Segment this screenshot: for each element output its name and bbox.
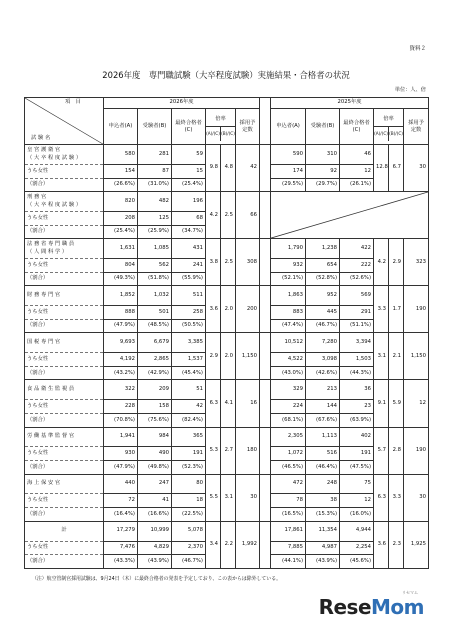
gap-column — [260, 98, 271, 145]
pct-b-1: (46.4%) — [306, 461, 340, 475]
ratio-bc-a: 3.1 — [221, 474, 236, 521]
female-b-1: 516 — [306, 447, 340, 461]
ratio-ac-a: 5.3 — [206, 427, 221, 474]
female-a-2: 1,537 — [172, 353, 206, 367]
pct-b-1: (67.6%) — [306, 413, 340, 427]
planned-b: 1,925 — [404, 521, 429, 568]
exam-name — [25, 239, 104, 259]
female-a-0: 154 — [104, 164, 138, 178]
value-b-0: 10,512 — [271, 333, 306, 353]
exam-name-text: 財 務 専 門 官 — [27, 292, 61, 299]
female-a-0: 804 — [104, 259, 138, 273]
value-a-2: 80 — [172, 474, 206, 494]
value-b-2: 3,394 — [340, 333, 374, 353]
female-b-0: 224 — [271, 400, 306, 414]
unit-label: 単位：人、倍 — [394, 87, 426, 93]
exam-name-sub: （ 大 卒 程 度 試 験 ） — [27, 154, 82, 161]
header-applicants-a: 申込者(A) — [104, 109, 138, 145]
pct-b-1: (42.6%) — [306, 366, 340, 380]
female-b-1: 654 — [306, 259, 340, 273]
header-ratio-bc-a: (B)/(C) — [221, 130, 235, 136]
ratio-bc-b: 1.7 — [389, 286, 404, 333]
table-row — [25, 380, 429, 400]
value-a-0: 322 — [104, 380, 138, 400]
pct-a-2: (46.7%) — [172, 555, 206, 569]
female-b-0: 883 — [271, 306, 306, 320]
female-a-2: 2,370 — [172, 541, 206, 555]
pct-a-0: (26.6%) — [104, 178, 138, 192]
pct-a-2: (45.4%) — [172, 366, 206, 380]
header-examinees-a: 受験者(B) — [138, 109, 172, 145]
pct-b-2: (47.5%) — [340, 461, 374, 475]
value-a-2: 196 — [172, 192, 206, 212]
header-examinees-b: 受験者(B) — [306, 109, 340, 145]
table-row — [25, 145, 429, 165]
exam-name — [25, 474, 104, 494]
ratio-label: （割合） — [25, 555, 104, 569]
header-planned-b: 採用予定数 — [404, 109, 429, 145]
pct-a-0: (47.9%) — [104, 319, 138, 333]
logo-text-b: Mom — [371, 595, 424, 619]
value-b-1: 7,280 — [306, 333, 340, 353]
table-row — [25, 286, 429, 306]
female-b-1: 3,098 — [306, 353, 340, 367]
header-year-a: 2026年度 — [104, 98, 260, 109]
ratio-bc-a: 2.7 — [221, 427, 236, 474]
pct-a-2: (82.4%) — [172, 413, 206, 427]
ratio-ac-b: 3.6 — [374, 521, 389, 568]
table-row — [25, 427, 429, 447]
value-b-1: 310 — [306, 145, 340, 165]
value-a-0: 17,279 — [104, 521, 138, 541]
table-body — [25, 98, 429, 569]
ratio-ac-b: 3.3 — [374, 286, 389, 333]
female-b-0: 78 — [271, 494, 306, 508]
ratio-ac-a: 3.6 — [206, 286, 221, 333]
gap-cell — [260, 239, 271, 286]
pct-a-1: (31.0%) — [138, 178, 172, 192]
female-a-0: 888 — [104, 306, 138, 320]
exam-name — [25, 286, 104, 306]
value-b-0: 1,790 — [271, 239, 306, 259]
female-a-2: 42 — [172, 400, 206, 414]
pct-a-2: (55.9%) — [172, 272, 206, 286]
female-b-1: 445 — [306, 306, 340, 320]
value-a-0: 440 — [104, 474, 138, 494]
exam-name — [25, 380, 104, 400]
pct-a-0: (49.3%) — [104, 272, 138, 286]
pct-b-1: (15.3%) — [306, 508, 340, 522]
female-b-2: 23 — [340, 400, 374, 414]
ratio-bc-b: 3.3 — [389, 474, 404, 521]
female-label: うち女性 — [25, 541, 104, 555]
female-label: うち女性 — [25, 259, 104, 273]
ratio-bc-b: 2.3 — [389, 521, 404, 568]
pct-b-1: (43.9%) — [306, 555, 340, 569]
pct-b-0: (29.5%) — [271, 178, 306, 192]
value-b-0: 17,861 — [271, 521, 306, 541]
value-b-1: 213 — [306, 380, 340, 400]
female-label: うち女性 — [25, 447, 104, 461]
female-b-2: 291 — [340, 306, 374, 320]
pct-a-2: (34.7%) — [172, 225, 206, 239]
value-b-2: 75 — [340, 474, 374, 494]
female-a-0: 4,192 — [104, 353, 138, 367]
planned-b: 323 — [404, 239, 429, 286]
ratio-label: （割合） — [25, 413, 104, 427]
value-a-1: 6,679 — [138, 333, 172, 353]
female-b-0: 7,885 — [271, 541, 306, 555]
female-a-2: 68 — [172, 211, 206, 225]
planned-a: 180 — [236, 427, 260, 474]
pct-a-0: (43.3%) — [104, 555, 138, 569]
female-label: うち女性 — [25, 400, 104, 414]
table-row — [25, 521, 429, 541]
pct-b-0: (46.5%) — [271, 461, 306, 475]
female-a-1: 125 — [138, 211, 172, 225]
ratio-ac-b: 3.1 — [374, 333, 389, 380]
exam-name — [25, 521, 104, 541]
female-a-0: 208 — [104, 211, 138, 225]
exam-name — [25, 333, 104, 353]
planned-b: 12 — [404, 380, 429, 427]
female-a-0: 228 — [104, 400, 138, 414]
gap-cell — [260, 521, 271, 568]
header-ratio-label-a: 倍率 — [206, 113, 235, 127]
pct-b-2: (44.3%) — [340, 366, 374, 380]
ratio-ac-a: 9.8 — [206, 145, 221, 192]
value-b-2: 569 — [340, 286, 374, 306]
logo-text-a: Rese — [318, 595, 372, 619]
header-ratio-ac-b: (A)/(C) — [374, 127, 389, 141]
exam-name-text: 海 上 保 安 官 — [27, 480, 61, 487]
gap-cell — [260, 286, 271, 333]
value-a-2: 431 — [172, 239, 206, 259]
ratio-label: （割合） — [25, 178, 104, 192]
female-b-1: 144 — [306, 400, 340, 414]
pct-a-1: (43.9%) — [138, 555, 172, 569]
table-row — [25, 333, 429, 353]
pct-a-2: (25.4%) — [172, 178, 206, 192]
value-a-0: 580 — [104, 145, 138, 165]
value-a-1: 482 — [138, 192, 172, 212]
female-b-0: 4,522 — [271, 353, 306, 367]
value-a-2: 3,385 — [172, 333, 206, 353]
female-b-1: 38 — [306, 494, 340, 508]
value-b-0: 1,863 — [271, 286, 306, 306]
value-a-1: 247 — [138, 474, 172, 494]
female-b-2: 12 — [340, 494, 374, 508]
value-b-2: 402 — [340, 427, 374, 447]
value-b-2: 4,944 — [340, 521, 374, 541]
pct-a-1: (42.9%) — [138, 366, 172, 380]
ratio-ac-b: 4.2 — [374, 239, 389, 286]
female-label: うち女性 — [25, 494, 104, 508]
female-b-2: 1,503 — [340, 353, 374, 367]
female-a-2: 191 — [172, 447, 206, 461]
value-b-0: 2,305 — [271, 427, 306, 447]
pct-a-0: (16.4%) — [104, 508, 138, 522]
pct-a-1: (25.9%) — [138, 225, 172, 239]
header-ratio-a — [206, 109, 236, 145]
value-b-1: 11,354 — [306, 521, 340, 541]
ratio-ac-b: 5.7 — [374, 427, 389, 474]
pct-a-2: (52.3%) — [172, 461, 206, 475]
value-a-2: 511 — [172, 286, 206, 306]
value-b-0: 590 — [271, 145, 306, 165]
document-label: 資料２ — [409, 46, 426, 52]
planned-a: 16 — [236, 380, 260, 427]
ratio-bc-a: 2.2 — [221, 521, 236, 568]
female-a-1: 41 — [138, 494, 172, 508]
ratio-bc-a: 4.8 — [221, 145, 236, 192]
pct-b-2: (26.1%) — [340, 178, 374, 192]
table-row — [25, 239, 429, 259]
pct-b-2: (45.6%) — [340, 555, 374, 569]
table-row — [25, 192, 429, 212]
female-a-0: 72 — [104, 494, 138, 508]
planned-a: 66 — [236, 192, 260, 239]
ratio-bc-a: 4.1 — [221, 380, 236, 427]
female-a-0: 930 — [104, 447, 138, 461]
ratio-bc-b: 6.7 — [389, 145, 404, 192]
value-a-0: 1,941 — [104, 427, 138, 447]
pct-a-2: (50.5%) — [172, 319, 206, 333]
value-a-2: 5,078 — [172, 521, 206, 541]
pct-a-2: (22.5%) — [172, 508, 206, 522]
logo-subtext: リセマム — [402, 590, 418, 595]
gap-cell — [260, 427, 271, 474]
exam-name-text: 皇 宮 護 衛 官 — [27, 146, 61, 153]
value-a-1: 209 — [138, 380, 172, 400]
pct-b-2: (51.1%) — [340, 319, 374, 333]
ratio-label: （割合） — [25, 225, 104, 239]
value-a-0: 9,693 — [104, 333, 138, 353]
value-a-0: 820 — [104, 192, 138, 212]
ratio-ac-a: 4.2 — [206, 192, 221, 239]
pct-a-1: (49.8%) — [138, 461, 172, 475]
ratio-bc-a: 2.0 — [221, 333, 236, 380]
header-ratio-label-b: 倍率 — [374, 113, 403, 127]
ratio-ac-b: 12.8 — [374, 145, 389, 192]
gap-cell — [260, 474, 271, 521]
results-table — [24, 97, 429, 569]
ratio-ac-a: 6.3 — [206, 380, 221, 427]
table-row — [25, 474, 429, 494]
pct-b-1: (46.7%) — [306, 319, 340, 333]
ratio-label: （割合） — [25, 366, 104, 380]
value-b-1: 952 — [306, 286, 340, 306]
ratio-ac-b: 9.1 — [374, 380, 389, 427]
female-label: うち女性 — [25, 306, 104, 320]
exam-name-text: 計 — [61, 527, 67, 534]
pct-b-2: (52.6%) — [340, 272, 374, 286]
pct-a-1: (48.5%) — [138, 319, 172, 333]
value-a-1: 1,032 — [138, 286, 172, 306]
ratio-ac-a: 2.9 — [206, 333, 221, 380]
value-a-1: 1,085 — [138, 239, 172, 259]
pct-b-1: (29.7%) — [306, 178, 340, 192]
value-a-0: 1,631 — [104, 239, 138, 259]
planned-a: 30 — [236, 474, 260, 521]
female-a-1: 158 — [138, 400, 172, 414]
planned-a: 200 — [236, 286, 260, 333]
pct-a-1: (51.8%) — [138, 272, 172, 286]
ratio-ac-a: 5.5 — [206, 474, 221, 521]
female-label: うち女性 — [25, 164, 104, 178]
gap-cell — [260, 192, 271, 239]
pct-a-0: (25.4%) — [104, 225, 138, 239]
planned-a: 42 — [236, 145, 260, 192]
female-a-1: 87 — [138, 164, 172, 178]
planned-b: 1,150 — [404, 333, 429, 380]
value-a-2: 365 — [172, 427, 206, 447]
header-year-b: 2025年度 — [271, 98, 429, 109]
planned-b: 190 — [404, 427, 429, 474]
pct-b-2: (63.9%) — [340, 413, 374, 427]
female-b-0: 932 — [271, 259, 306, 273]
value-b-2: 46 — [340, 145, 374, 165]
exam-name-sub: （ 人 間 科 学 ） — [27, 249, 68, 256]
pct-b-0: (52.1%) — [271, 272, 306, 286]
value-b-1: 248 — [306, 474, 340, 494]
planned-a: 1,992 — [236, 521, 260, 568]
value-b-2: 36 — [340, 380, 374, 400]
female-label: うち女性 — [25, 353, 104, 367]
no-data-cell — [271, 192, 429, 239]
footnote: （注）航空管制官採用試験は、9月24日（木）に最終合格者の発表を予定しており、この表からは除外している。 — [32, 576, 281, 582]
planned-b: 30 — [404, 145, 429, 192]
exam-name — [25, 192, 104, 212]
header-item-cell — [25, 98, 104, 145]
value-a-1: 984 — [138, 427, 172, 447]
value-b-2: 422 — [340, 239, 374, 259]
gap-cell — [260, 380, 271, 427]
pct-a-0: (43.2%) — [104, 366, 138, 380]
header-final-b: 最終合格者(C) — [340, 109, 374, 145]
female-b-1: 92 — [306, 164, 340, 178]
gap-cell — [260, 333, 271, 380]
female-a-1: 501 — [138, 306, 172, 320]
female-b-2: 191 — [340, 447, 374, 461]
exam-name-text: 国 税 専 門 官 — [27, 339, 61, 346]
female-b-2: 2,254 — [340, 541, 374, 555]
female-a-2: 18 — [172, 494, 206, 508]
planned-b: 190 — [404, 286, 429, 333]
ratio-bc-a: 2.5 — [221, 239, 236, 286]
planned-a: 308 — [236, 239, 260, 286]
exam-name — [25, 427, 104, 447]
header-ratio-bc-b: (B)/(C) — [389, 130, 403, 136]
female-a-2: 241 — [172, 259, 206, 273]
ratio-label: （割合） — [25, 461, 104, 475]
header-row-years — [25, 98, 429, 109]
pct-b-2: (16.0%) — [340, 508, 374, 522]
ratio-bc-b: 2.1 — [389, 333, 404, 380]
header-koumoku: 項 目 — [65, 99, 81, 105]
female-a-1: 490 — [138, 447, 172, 461]
exam-name-text: 刑 務 官 — [27, 193, 47, 200]
value-a-0: 1,852 — [104, 286, 138, 306]
planned-b: 30 — [404, 474, 429, 521]
female-b-2: 12 — [340, 164, 374, 178]
header-ratio-b — [374, 109, 404, 145]
pct-b-0: (44.1%) — [271, 555, 306, 569]
value-b-0: 472 — [271, 474, 306, 494]
header-exam-name: 試 験 名 — [31, 134, 51, 141]
ratio-bc-b: 5.9 — [389, 380, 404, 427]
ratio-bc-a: 2.0 — [221, 286, 236, 333]
ratio-bc-a: 2.5 — [221, 192, 236, 239]
value-a-2: 59 — [172, 145, 206, 165]
value-a-1: 10,999 — [138, 521, 172, 541]
exam-name-sub: （ 大 卒 程 度 試 験 ） — [27, 202, 82, 209]
female-a-2: 258 — [172, 306, 206, 320]
pct-b-0: (47.4%) — [271, 319, 306, 333]
resemom-logo — [319, 595, 424, 619]
female-b-1: 4,987 — [306, 541, 340, 555]
value-b-1: 1,238 — [306, 239, 340, 259]
pct-b-0: (68.1%) — [271, 413, 306, 427]
header-final-a: 最終合格者(C) — [172, 109, 206, 145]
ratio-bc-b: 2.9 — [389, 239, 404, 286]
pct-b-0: (43.0%) — [271, 366, 306, 380]
exam-name — [25, 145, 104, 165]
header-ratio-ac-a: (A)/(C) — [206, 127, 221, 141]
value-a-1: 281 — [138, 145, 172, 165]
female-b-0: 1,072 — [271, 447, 306, 461]
female-a-2: 15 — [172, 164, 206, 178]
value-b-1: 1,113 — [306, 427, 340, 447]
female-a-1: 562 — [138, 259, 172, 273]
header-applicants-b: 申込者(A) — [271, 109, 306, 145]
value-a-2: 51 — [172, 380, 206, 400]
female-a-1: 4,829 — [138, 541, 172, 555]
exam-name-text: 労 働 基 準 監 督 官 — [27, 433, 75, 440]
female-b-0: 174 — [271, 164, 306, 178]
pct-b-0: (16.5%) — [271, 508, 306, 522]
ratio-label: （割合） — [25, 508, 104, 522]
female-b-2: 222 — [340, 259, 374, 273]
gap-cell — [260, 145, 271, 192]
ratio-label: （割合） — [25, 272, 104, 286]
ratio-bc-b: 2.8 — [389, 427, 404, 474]
ratio-label: （割合） — [25, 319, 104, 333]
planned-a: 1,150 — [236, 333, 260, 380]
header-planned-a: 採用予定数 — [236, 109, 260, 145]
exam-name-text: 法 務 省 専 門 職 員 — [27, 240, 75, 247]
exam-name-text: 食 品 衛 生 監 視 員 — [27, 386, 75, 393]
female-a-0: 7,476 — [104, 541, 138, 555]
ratio-ac-a: 3.8 — [206, 239, 221, 286]
pct-b-1: (52.8%) — [306, 272, 340, 286]
female-label: うち女性 — [25, 211, 104, 225]
ratio-ac-a: 3.4 — [206, 521, 221, 568]
pct-a-1: (16.6%) — [138, 508, 172, 522]
pct-a-0: (47.9%) — [104, 461, 138, 475]
pct-a-1: (75.6%) — [138, 413, 172, 427]
pct-a-0: (70.8%) — [104, 413, 138, 427]
empty-diagonal — [271, 192, 428, 238]
value-b-0: 329 — [271, 380, 306, 400]
ratio-ac-b: 6.3 — [374, 474, 389, 521]
page-title: 2026年度 専門職試験（大卒程度試験）実施結果・合格者の状況 — [102, 70, 350, 80]
female-a-1: 2,865 — [138, 353, 172, 367]
